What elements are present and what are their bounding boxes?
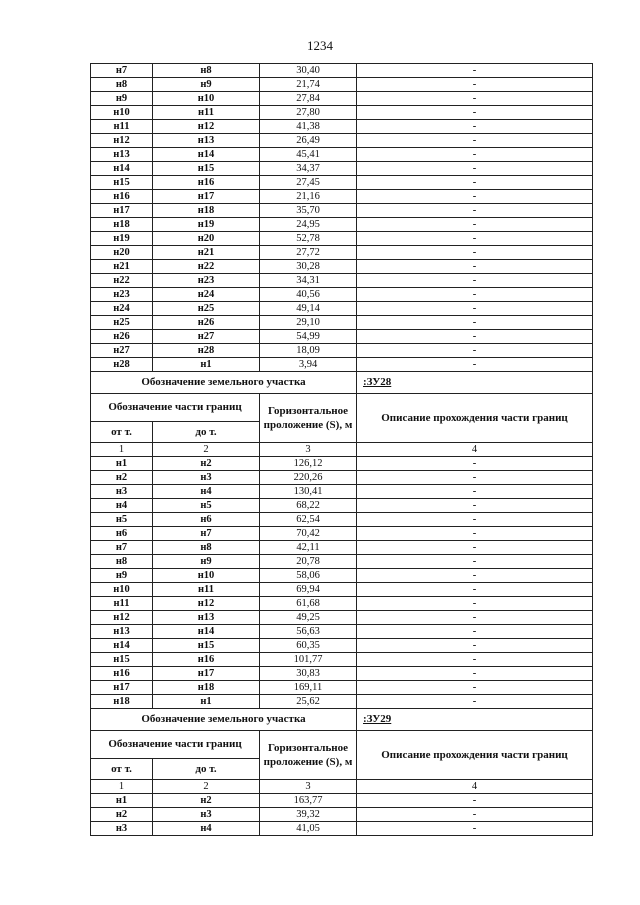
to-point-cell: н23 (153, 274, 260, 288)
from-point-cell: н2 (91, 471, 153, 485)
length-cell: 27,72 (260, 246, 357, 260)
from-point-cell: н12 (91, 134, 153, 148)
length-cell: 42,11 (260, 541, 357, 555)
table-row (91, 583, 593, 597)
table-row (91, 527, 593, 541)
description-cell: - (357, 260, 593, 274)
length-cell: 21,16 (260, 190, 357, 204)
to-point-cell: н1 (153, 695, 260, 709)
description-cell: - (357, 190, 593, 204)
description-cell: - (357, 106, 593, 120)
parts-header: Обозначение части границ (91, 394, 260, 422)
description-cell: - (357, 232, 593, 246)
description-cell: - (357, 358, 593, 372)
to-point-cell: н9 (153, 555, 260, 569)
length-cell: 56,63 (260, 625, 357, 639)
length-cell: 30,83 (260, 667, 357, 681)
table-row (91, 64, 593, 78)
table-row (91, 246, 593, 260)
description-cell: - (357, 330, 593, 344)
from-point-cell: н12 (91, 611, 153, 625)
description-cell: - (357, 541, 593, 555)
length-cell: 20,78 (260, 555, 357, 569)
to-header: до т. (153, 759, 260, 780)
description-cell: - (357, 499, 593, 513)
table-row (91, 344, 593, 358)
length-cell: 41,05 (260, 822, 357, 836)
description-cell: - (357, 583, 593, 597)
from-point-cell: н26 (91, 330, 153, 344)
from-point-cell: н24 (91, 302, 153, 316)
to-point-cell: н22 (153, 260, 260, 274)
to-point-cell: н18 (153, 204, 260, 218)
table-row (91, 274, 593, 288)
description-cell: - (357, 695, 593, 709)
from-point-cell: н8 (91, 78, 153, 92)
length-cell: 27,80 (260, 106, 357, 120)
to-point-cell: н5 (153, 499, 260, 513)
to-point-cell: н20 (153, 232, 260, 246)
from-point-cell: н7 (91, 541, 153, 555)
to-point-cell: н6 (153, 513, 260, 527)
to-point-cell: н7 (153, 527, 260, 541)
to-point-cell: н17 (153, 667, 260, 681)
table-row (91, 499, 593, 513)
description-cell: - (357, 64, 593, 78)
length-cell: 49,14 (260, 302, 357, 316)
table-row (91, 555, 593, 569)
length-cell: 130,41 (260, 485, 357, 499)
to-point-cell: н28 (153, 344, 260, 358)
from-point-cell: н9 (91, 569, 153, 583)
description-cell: - (357, 653, 593, 667)
to-point-cell: н17 (153, 190, 260, 204)
column-index-cell: 2 (153, 780, 260, 794)
length-cell: 34,37 (260, 162, 357, 176)
to-point-cell: н15 (153, 162, 260, 176)
length-cell: 27,84 (260, 92, 357, 106)
description-cell: - (357, 302, 593, 316)
table-row (91, 485, 593, 499)
table-row (91, 92, 593, 106)
from-point-cell: н13 (91, 148, 153, 162)
from-point-cell: н18 (91, 695, 153, 709)
to-header: до т. (153, 422, 260, 443)
to-point-cell: н1 (153, 358, 260, 372)
from-point-cell: н28 (91, 358, 153, 372)
to-point-cell: н12 (153, 120, 260, 134)
table-row (91, 134, 593, 148)
section-label: Обозначение земельного участка (91, 709, 357, 731)
description-cell: - (357, 822, 593, 836)
from-point-cell: н16 (91, 667, 153, 681)
section-title-row (91, 372, 593, 394)
length-cell: 35,70 (260, 204, 357, 218)
table-row (91, 120, 593, 134)
column-index-cell: 1 (91, 443, 153, 457)
length-cell: 70,42 (260, 527, 357, 541)
table-row (91, 639, 593, 653)
length-cell: 58,06 (260, 569, 357, 583)
from-point-cell: н11 (91, 597, 153, 611)
length-cell: 39,32 (260, 808, 357, 822)
description-cell: - (357, 218, 593, 232)
to-point-cell: н24 (153, 288, 260, 302)
from-point-cell: н17 (91, 681, 153, 695)
table-row (91, 204, 593, 218)
page-number: 1234 (307, 38, 333, 53)
table-row (91, 232, 593, 246)
to-point-cell: н27 (153, 330, 260, 344)
column-index-row (91, 780, 593, 794)
from-point-cell: н5 (91, 513, 153, 527)
table-row (91, 541, 593, 555)
to-point-cell: н3 (153, 471, 260, 485)
length-cell: 3,94 (260, 358, 357, 372)
to-point-cell: н8 (153, 541, 260, 555)
description-cell: - (357, 344, 593, 358)
to-point-cell: н18 (153, 681, 260, 695)
from-header: от т. (91, 422, 153, 443)
table-row (91, 597, 593, 611)
to-point-cell: н10 (153, 92, 260, 106)
table-row (91, 611, 593, 625)
from-point-cell: н1 (91, 457, 153, 471)
table-row (91, 330, 593, 344)
description-cell: - (357, 78, 593, 92)
to-point-cell: н2 (153, 794, 260, 808)
length-cell: 45,41 (260, 148, 357, 162)
length-cell: 61,68 (260, 597, 357, 611)
description-cell: - (357, 808, 593, 822)
to-point-cell: н8 (153, 64, 260, 78)
length-cell: 41,38 (260, 120, 357, 134)
description-cell: - (357, 162, 593, 176)
length-cell: 29,10 (260, 316, 357, 330)
table-row (91, 260, 593, 274)
description-cell: - (357, 274, 593, 288)
length-cell: 40,56 (260, 288, 357, 302)
description-cell: - (357, 176, 593, 190)
table-row (91, 808, 593, 822)
from-point-cell: н15 (91, 176, 153, 190)
from-point-cell: н25 (91, 316, 153, 330)
length-cell: 220,26 (260, 471, 357, 485)
length-cell: 169,11 (260, 681, 357, 695)
from-point-cell: н10 (91, 583, 153, 597)
description-header: Описание прохождения части границ (357, 731, 593, 780)
length-cell: 21,74 (260, 78, 357, 92)
description-cell: - (357, 555, 593, 569)
from-point-cell: н6 (91, 527, 153, 541)
to-point-cell: н15 (153, 639, 260, 653)
description-cell: - (357, 485, 593, 499)
description-cell: - (357, 204, 593, 218)
table-row (91, 288, 593, 302)
description-cell: - (357, 316, 593, 330)
from-point-cell: н4 (91, 499, 153, 513)
length-cell: 25,62 (260, 695, 357, 709)
from-point-cell: н3 (91, 822, 153, 836)
table-row (91, 106, 593, 120)
table-row (91, 190, 593, 204)
length-cell: 68,22 (260, 499, 357, 513)
table-row (91, 358, 593, 372)
description-cell: - (357, 625, 593, 639)
length-cell: 26,49 (260, 134, 357, 148)
to-point-cell: н12 (153, 597, 260, 611)
description-cell: - (357, 794, 593, 808)
to-point-cell: н16 (153, 176, 260, 190)
from-point-cell: н2 (91, 808, 153, 822)
table-row (91, 176, 593, 190)
length-cell: 18,09 (260, 344, 357, 358)
to-point-cell: н16 (153, 653, 260, 667)
description-cell: - (357, 288, 593, 302)
length-cell: 24,95 (260, 218, 357, 232)
to-point-cell: н2 (153, 457, 260, 471)
column-index-cell: 3 (260, 780, 357, 794)
from-point-cell: н9 (91, 92, 153, 106)
from-point-cell: н19 (91, 232, 153, 246)
header-row (91, 394, 593, 422)
section-code: :ЗУ29 (357, 709, 593, 731)
to-point-cell: н26 (153, 316, 260, 330)
description-cell: - (357, 639, 593, 653)
horizontal-length-header: Горизонтальное проложение (S), м (260, 731, 357, 780)
table-row (91, 457, 593, 471)
table-row (91, 625, 593, 639)
description-cell: - (357, 527, 593, 541)
length-cell: 126,12 (260, 457, 357, 471)
length-cell: 69,94 (260, 583, 357, 597)
table-row (91, 78, 593, 92)
column-index-cell: 3 (260, 443, 357, 457)
length-cell: 163,77 (260, 794, 357, 808)
table-row (91, 822, 593, 836)
from-point-cell: н7 (91, 64, 153, 78)
length-cell: 34,31 (260, 274, 357, 288)
to-point-cell: н3 (153, 808, 260, 822)
to-point-cell: н4 (153, 822, 260, 836)
description-cell: - (357, 148, 593, 162)
table-row (91, 316, 593, 330)
description-cell: - (357, 597, 593, 611)
description-cell: - (357, 471, 593, 485)
to-point-cell: н19 (153, 218, 260, 232)
section-label: Обозначение земельного участка (91, 372, 357, 394)
to-point-cell: н11 (153, 583, 260, 597)
description-cell: - (357, 92, 593, 106)
to-point-cell: н21 (153, 246, 260, 260)
from-point-cell: н27 (91, 344, 153, 358)
description-cell: - (357, 667, 593, 681)
header-row (91, 731, 593, 759)
to-point-cell: н10 (153, 569, 260, 583)
length-cell: 30,28 (260, 260, 357, 274)
column-index-cell: 1 (91, 780, 153, 794)
from-point-cell: н14 (91, 639, 153, 653)
section-title-row (91, 709, 593, 731)
table-row (91, 471, 593, 485)
from-point-cell: н10 (91, 106, 153, 120)
column-index-cell: 4 (357, 780, 593, 794)
to-point-cell: н9 (153, 78, 260, 92)
description-cell: - (357, 134, 593, 148)
table-row (91, 302, 593, 316)
parts-header: Обозначение части границ (91, 731, 260, 759)
description-cell: - (357, 513, 593, 527)
table-row (91, 218, 593, 232)
column-index-cell: 2 (153, 443, 260, 457)
description-cell: - (357, 569, 593, 583)
to-point-cell: н13 (153, 611, 260, 625)
from-point-cell: н1 (91, 794, 153, 808)
from-point-cell: н14 (91, 162, 153, 176)
description-cell: - (357, 681, 593, 695)
from-point-cell: н16 (91, 190, 153, 204)
table-row (91, 148, 593, 162)
description-cell: - (357, 120, 593, 134)
length-cell: 60,35 (260, 639, 357, 653)
column-index-cell: 4 (357, 443, 593, 457)
from-point-cell: н3 (91, 485, 153, 499)
length-cell: 52,78 (260, 232, 357, 246)
table-row (91, 667, 593, 681)
from-point-cell: н22 (91, 274, 153, 288)
to-point-cell: н14 (153, 148, 260, 162)
horizontal-length-header: Горизонтальное проложение (S), м (260, 394, 357, 443)
from-point-cell: н18 (91, 218, 153, 232)
to-point-cell: н13 (153, 134, 260, 148)
length-cell: 54,99 (260, 330, 357, 344)
from-point-cell: н13 (91, 625, 153, 639)
length-cell: 30,40 (260, 64, 357, 78)
from-header: от т. (91, 759, 153, 780)
to-point-cell: н14 (153, 625, 260, 639)
column-index-row (91, 443, 593, 457)
description-cell: - (357, 611, 593, 625)
to-point-cell: н11 (153, 106, 260, 120)
table-row (91, 653, 593, 667)
length-cell: 62,54 (260, 513, 357, 527)
from-point-cell: н8 (91, 555, 153, 569)
table-row (91, 681, 593, 695)
from-point-cell: н23 (91, 288, 153, 302)
from-point-cell: н11 (91, 120, 153, 134)
boundary-table (90, 63, 593, 836)
to-point-cell: н4 (153, 485, 260, 499)
from-point-cell: н20 (91, 246, 153, 260)
description-header: Описание прохождения части границ (357, 394, 593, 443)
description-cell: - (357, 246, 593, 260)
table-row (91, 794, 593, 808)
length-cell: 49,25 (260, 611, 357, 625)
from-point-cell: н15 (91, 653, 153, 667)
table-row (91, 162, 593, 176)
from-point-cell: н17 (91, 204, 153, 218)
table-row (91, 569, 593, 583)
length-cell: 101,77 (260, 653, 357, 667)
from-point-cell: н21 (91, 260, 153, 274)
table-row (91, 695, 593, 709)
section-code: :ЗУ28 (357, 372, 593, 394)
length-cell: 27,45 (260, 176, 357, 190)
to-point-cell: н25 (153, 302, 260, 316)
description-cell: - (357, 457, 593, 471)
table-row (91, 513, 593, 527)
